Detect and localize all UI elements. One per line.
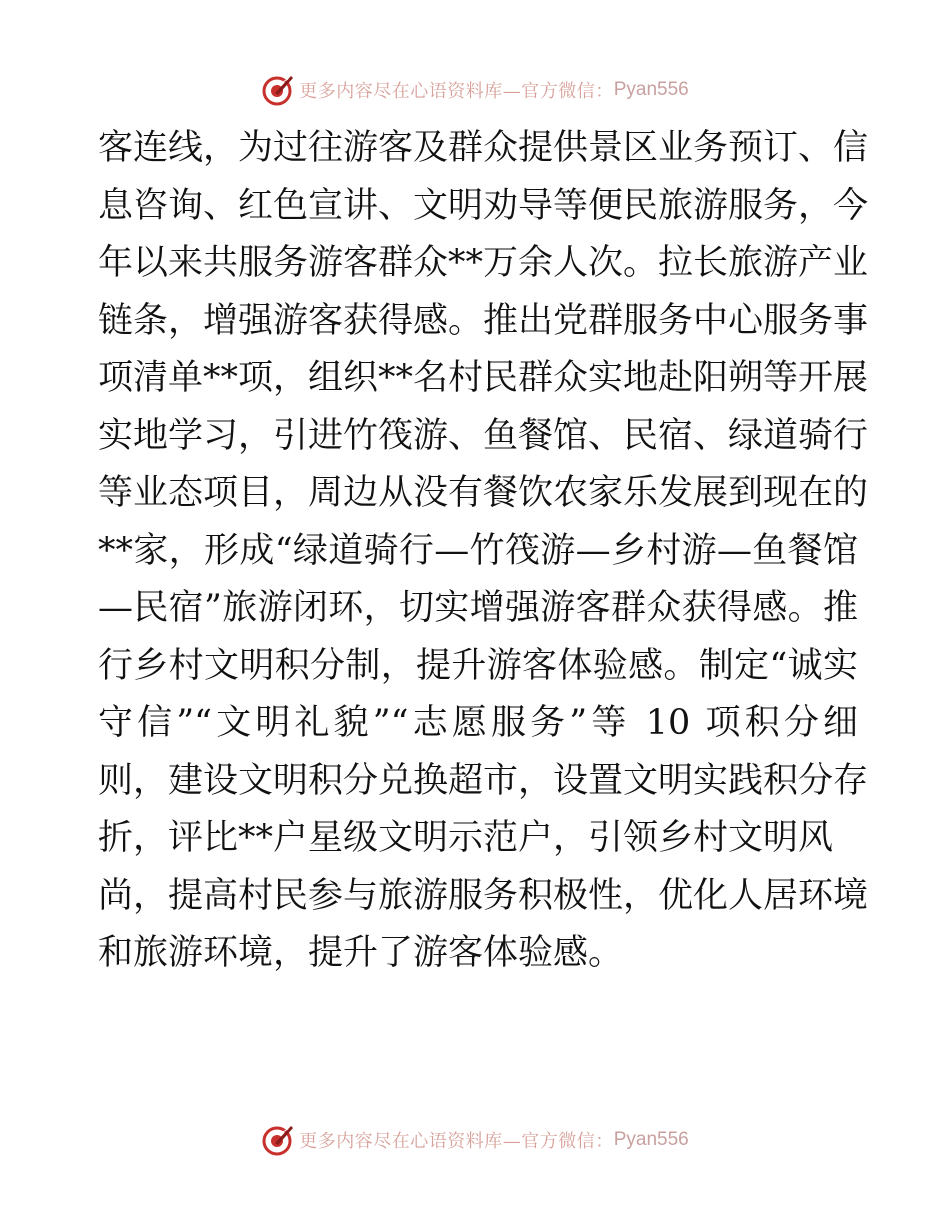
footer-banner-id: Pyan556 [613,1129,689,1150]
paragraph-line: —民宿”旅游闭环，切实增强游客群众获得感。推 [98,588,858,628]
header-banner-content [261,73,689,107]
paragraph-line: 实地学习，引进竹筏游、鱼餐馆、民宿、绿道骑行 [98,415,869,456]
quill-logo-icon [261,73,295,107]
body-paragraph [98,120,869,983]
footer-banner [0,1120,950,1160]
paragraph-line: 项清单**项，组织**名村民群众实地赴阳朔等开展 [98,358,869,398]
footer-banner-content [261,1123,689,1157]
paragraph-line: 客连线，为过往游客及群众提供景区业务预订、信 [98,128,869,168]
paragraph-line-last: 和旅游环境，提升了游客体验感。 [98,933,624,973]
quill-logo-icon [261,1123,295,1157]
paragraph-line: 行乡村文明积分制，提升游客体验感。制定“诚实 [98,645,858,686]
paragraph-line: 息咨询、红色宣讲、文明劝导等便民旅游服务，今 [98,185,869,226]
header-banner-id: Pyan556 [613,79,689,100]
paragraph-line: 链条，增强游客获得感。推出党群服务中心服务事 [98,300,869,341]
header-banner-text: 更多内容尽在心语资料库—官方微信： [299,81,614,102]
paragraph-line: 年以来共服务游客群众**万余人次。拉长旅游产业 [98,243,869,283]
header-banner [0,70,950,110]
paragraph-line: 等业态项目，周边从没有餐饮农家乐发展到现在的 [98,473,869,513]
paragraph-line: 尚，提高村民参与旅游服务积极性，优化人居环境 [98,875,869,916]
paragraph-line: 守信”“文明礼貌”“志愿服务”等 10 项积分细 [98,703,858,743]
paragraph-line: **家，形成“绿道骑行—竹筏游—乡村游—鱼餐馆 [98,530,858,571]
footer-banner-text: 更多内容尽在心语资料库—官方微信： [299,1131,614,1152]
paragraph-line: 则，建设文明积分兑换超市，设置文明实践积分存 [98,760,869,801]
paragraph-line: 折，评比**户星级文明示范户，引领乡村文明风 [98,818,834,858]
